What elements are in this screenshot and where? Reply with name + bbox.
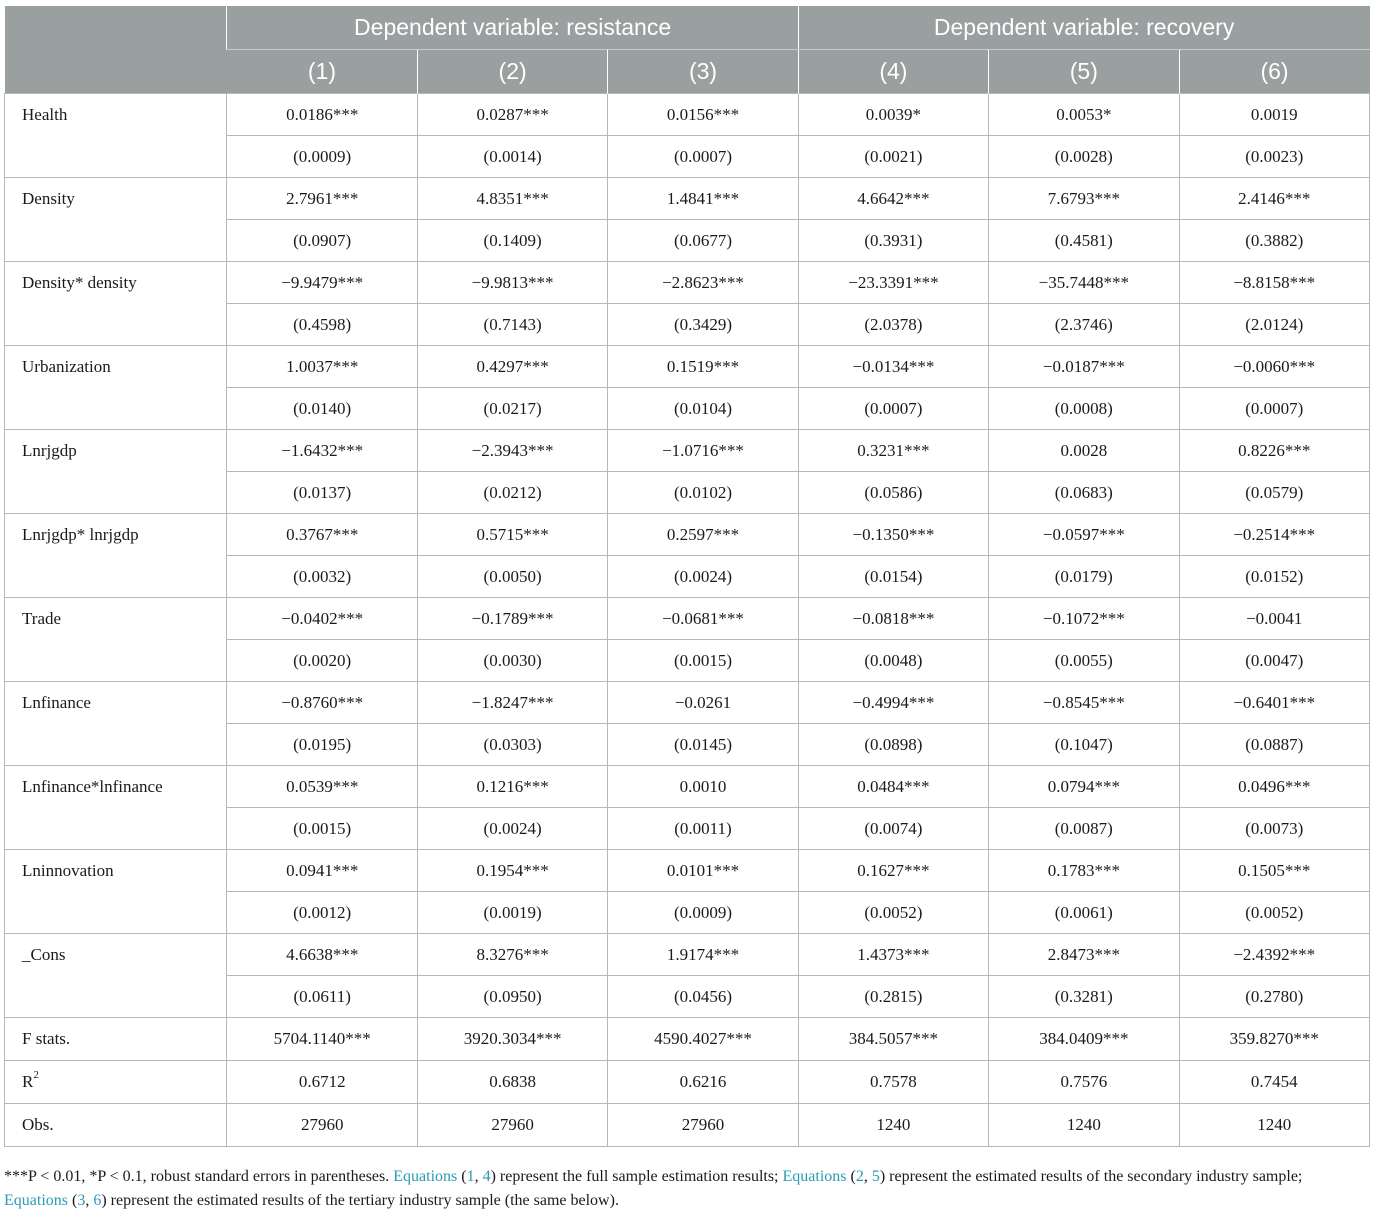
row-label: Lnfinance — [5, 682, 227, 766]
se-cell: (0.7143) — [417, 304, 607, 346]
se-cell: (0.0154) — [798, 556, 988, 598]
stat-cell: 0.7576 — [989, 1061, 1179, 1104]
coef-cell: 0.1505*** — [1179, 850, 1369, 892]
equation-link[interactable]: 6 — [93, 1192, 102, 1209]
se-cell: (0.3882) — [1179, 220, 1369, 262]
se-cell: (0.0032) — [227, 556, 417, 598]
coef-cell: 0.4297*** — [417, 346, 607, 388]
stat-cell: 359.8270*** — [1179, 1018, 1369, 1061]
row-label: Lninnovation — [5, 850, 227, 934]
se-cell: (0.0137) — [227, 472, 417, 514]
table-row-coef — [5, 262, 1370, 304]
se-cell: (0.3429) — [608, 304, 798, 346]
se-cell: (0.0579) — [1179, 472, 1369, 514]
se-cell: (0.0024) — [417, 808, 607, 850]
column-header: (4) — [798, 50, 988, 94]
coef-cell: −0.2514*** — [1179, 514, 1369, 556]
coef-cell: 0.1519*** — [608, 346, 798, 388]
table-footnote — [4, 1165, 1370, 1213]
row-label: Trade — [5, 598, 227, 682]
header-group-row — [5, 6, 1370, 50]
coef-cell: 8.3276*** — [417, 934, 607, 976]
coef-cell: −0.8545*** — [989, 682, 1179, 724]
footnote-text: ***P < 0.01, *P < 0.1, robust standard errors in parentheses. — [4, 1168, 394, 1185]
equation-link[interactable]: 5 — [871, 1168, 880, 1185]
row-label: Lnfinance*lnfinance — [5, 766, 227, 850]
coef-cell: 2.4146*** — [1179, 178, 1369, 220]
coef-cell: −35.7448*** — [989, 262, 1179, 304]
se-cell: (0.0014) — [417, 136, 607, 178]
se-cell: (0.0015) — [608, 640, 798, 682]
coef-cell: 2.7961*** — [227, 178, 417, 220]
footnote-text: ) represent the estimated results of the tertiary industry sample (the same below). — [101, 1192, 619, 1209]
coef-cell: 0.0186*** — [227, 94, 417, 136]
se-cell: (0.0019) — [417, 892, 607, 934]
se-cell: (0.0212) — [417, 472, 607, 514]
equation-link[interactable]: Equations — [393, 1168, 458, 1185]
coef-cell: −0.0041 — [1179, 598, 1369, 640]
coef-cell: 0.1954*** — [417, 850, 607, 892]
coef-cell: 4.6642*** — [798, 178, 988, 220]
coef-cell: 0.0794*** — [989, 766, 1179, 808]
coef-cell: 1.4841*** — [608, 178, 798, 220]
se-cell: (0.0104) — [608, 388, 798, 430]
stat-cell: 1240 — [989, 1104, 1179, 1147]
coef-cell: 0.1216*** — [417, 766, 607, 808]
coef-cell: −8.8158*** — [1179, 262, 1369, 304]
coef-cell: 0.0287*** — [417, 94, 607, 136]
stat-cell: 0.7454 — [1179, 1061, 1369, 1104]
table-row-stat — [5, 1061, 1370, 1104]
row-label — [5, 1104, 227, 1147]
se-cell: (0.0020) — [227, 640, 417, 682]
stat-cell: 0.6216 — [608, 1061, 798, 1104]
se-cell: (0.0087) — [989, 808, 1179, 850]
coef-cell: −0.0060*** — [1179, 346, 1369, 388]
coef-cell: −0.0261 — [608, 682, 798, 724]
se-cell: (0.0898) — [798, 724, 988, 766]
coef-cell: −0.6401*** — [1179, 682, 1369, 724]
se-cell: (0.0030) — [417, 640, 607, 682]
se-cell: (0.0028) — [989, 136, 1179, 178]
coef-cell: −0.0818*** — [798, 598, 988, 640]
coef-cell: −0.4994*** — [798, 682, 988, 724]
table-row-coef — [5, 346, 1370, 388]
se-cell: (0.0007) — [798, 388, 988, 430]
se-cell: (0.4581) — [989, 220, 1179, 262]
se-cell: (0.0015) — [227, 808, 417, 850]
se-cell: (0.0179) — [989, 556, 1179, 598]
coef-cell: 2.8473*** — [989, 934, 1179, 976]
row-label: Urbanization — [5, 346, 227, 430]
coef-cell: −0.1350*** — [798, 514, 988, 556]
se-cell: (2.0378) — [798, 304, 988, 346]
coef-cell: −2.4392*** — [1179, 934, 1369, 976]
se-cell: (0.0145) — [608, 724, 798, 766]
se-cell: (0.2780) — [1179, 976, 1369, 1018]
table-row-coef — [5, 934, 1370, 976]
se-cell: (0.0009) — [608, 892, 798, 934]
se-cell: (0.3931) — [798, 220, 988, 262]
equation-link[interactable]: Equations — [4, 1192, 68, 1209]
se-cell: (0.1047) — [989, 724, 1179, 766]
coef-cell: 0.1783*** — [989, 850, 1179, 892]
coef-cell: −0.0681*** — [608, 598, 798, 640]
table-row-coef — [5, 682, 1370, 724]
footnote-text: ( — [846, 1168, 856, 1185]
table-row-coef — [5, 178, 1370, 220]
se-cell: (0.0055) — [989, 640, 1179, 682]
table-row-coef — [5, 598, 1370, 640]
footnote-text: ( — [68, 1192, 78, 1209]
regression-table — [4, 6, 1370, 1147]
stat-cell: 0.6838 — [417, 1061, 607, 1104]
coef-cell: 1.0037*** — [227, 346, 417, 388]
se-cell: (0.2815) — [798, 976, 988, 1018]
coef-cell: −9.9479*** — [227, 262, 417, 304]
coef-cell: −0.1072*** — [989, 598, 1179, 640]
stat-cell: 27960 — [417, 1104, 607, 1147]
row-label — [5, 1018, 227, 1061]
column-header: (3) — [608, 50, 798, 94]
coef-cell: 0.3767*** — [227, 514, 417, 556]
coef-cell: −0.8760*** — [227, 682, 417, 724]
coef-cell: 0.0496*** — [1179, 766, 1369, 808]
coef-cell: 7.6793*** — [989, 178, 1179, 220]
equation-link[interactable]: 2 — [855, 1168, 864, 1185]
se-cell: (0.0047) — [1179, 640, 1369, 682]
se-cell: (0.0073) — [1179, 808, 1369, 850]
coef-cell: 0.0484*** — [798, 766, 988, 808]
se-cell: (0.0140) — [227, 388, 417, 430]
se-cell: (0.1409) — [417, 220, 607, 262]
stat-cell: 384.0409*** — [989, 1018, 1179, 1061]
coef-cell: 0.1627*** — [798, 850, 988, 892]
se-cell: (0.0061) — [989, 892, 1179, 934]
se-cell: (0.0887) — [1179, 724, 1369, 766]
footnote-text: ) represent the full sample estimation results; — [490, 1168, 783, 1185]
header-group-recovery: Dependent variable: recovery — [798, 6, 1369, 50]
se-cell: (0.0012) — [227, 892, 417, 934]
header-group-resistance: Dependent variable: resistance — [227, 6, 798, 50]
row-label-text: Obs. — [22, 1115, 54, 1134]
coef-cell: 0.0101*** — [608, 850, 798, 892]
row-label-superscript: 2 — [33, 1069, 39, 1081]
row-label: Lnrjgdp — [5, 430, 227, 514]
coef-cell: −0.0187*** — [989, 346, 1179, 388]
se-cell: (0.0217) — [417, 388, 607, 430]
coef-cell: 4.8351*** — [417, 178, 607, 220]
table-row-stat — [5, 1018, 1370, 1061]
coef-cell: 0.0039* — [798, 94, 988, 136]
row-label — [5, 1061, 227, 1104]
se-cell: (0.0007) — [1179, 388, 1369, 430]
row-label-text: F stats. — [22, 1029, 71, 1048]
se-cell: (0.0677) — [608, 220, 798, 262]
coef-cell: 0.5715*** — [417, 514, 607, 556]
coef-cell: 0.3231*** — [798, 430, 988, 472]
se-cell: (0.0950) — [417, 976, 607, 1018]
row-label: Density — [5, 178, 227, 262]
se-cell: (0.0052) — [798, 892, 988, 934]
column-header: (5) — [989, 50, 1179, 94]
row-label: _Cons — [5, 934, 227, 1018]
coef-cell: −23.3391*** — [798, 262, 988, 304]
stat-cell: 27960 — [227, 1104, 417, 1147]
coef-cell: −0.0402*** — [227, 598, 417, 640]
stat-cell: 0.7578 — [798, 1061, 988, 1104]
coef-cell: −1.8247*** — [417, 682, 607, 724]
stat-cell: 27960 — [608, 1104, 798, 1147]
stat-cell: 3920.3034*** — [417, 1018, 607, 1061]
se-cell: (0.0586) — [798, 472, 988, 514]
footnote-text: , — [863, 1168, 872, 1185]
table-row-coef — [5, 94, 1370, 136]
se-cell: (0.0303) — [417, 724, 607, 766]
coef-cell: 0.0941*** — [227, 850, 417, 892]
coef-cell: 0.0053* — [989, 94, 1179, 136]
row-label: Lnrjgdp* lnrjgdp — [5, 514, 227, 598]
coef-cell: 0.2597*** — [608, 514, 798, 556]
equation-link[interactable]: 4 — [482, 1168, 491, 1185]
coef-cell: −0.1789*** — [417, 598, 607, 640]
row-label: Density* density — [5, 262, 227, 346]
se-cell: (0.0024) — [608, 556, 798, 598]
footnote-text: , — [474, 1168, 483, 1185]
se-cell: (0.3281) — [989, 976, 1179, 1018]
coef-cell: 0.0019 — [1179, 94, 1369, 136]
coef-cell: −1.6432*** — [227, 430, 417, 472]
coef-cell: 1.9174*** — [608, 934, 798, 976]
se-cell: (0.4598) — [227, 304, 417, 346]
se-cell: (0.0683) — [989, 472, 1179, 514]
se-cell: (0.0008) — [989, 388, 1179, 430]
equation-link[interactable]: Equations — [782, 1168, 847, 1185]
stat-cell: 1240 — [1179, 1104, 1369, 1147]
coef-cell: 0.0156*** — [608, 94, 798, 136]
footnote-text: ) represent the estimated results of the secondary industry sample; — [879, 1168, 1303, 1185]
table-row-coef — [5, 430, 1370, 472]
se-cell: (0.0009) — [227, 136, 417, 178]
coef-cell: −2.8623*** — [608, 262, 798, 304]
coef-cell: −9.9813*** — [417, 262, 607, 304]
se-cell: (0.0011) — [608, 808, 798, 850]
coef-cell: 4.6638*** — [227, 934, 417, 976]
coef-cell: −0.0597*** — [989, 514, 1179, 556]
stat-cell: 5704.1140*** — [227, 1018, 417, 1061]
se-cell: (2.0124) — [1179, 304, 1369, 346]
coef-cell: −0.0134*** — [798, 346, 988, 388]
coef-cell: 0.0028 — [989, 430, 1179, 472]
footnote-text: , — [85, 1192, 94, 1209]
se-cell: (0.0907) — [227, 220, 417, 262]
se-cell: (0.0021) — [798, 136, 988, 178]
table-row-coef — [5, 514, 1370, 556]
stat-cell: 384.5057*** — [798, 1018, 988, 1061]
se-cell: (0.0152) — [1179, 556, 1369, 598]
coef-cell: 0.0010 — [608, 766, 798, 808]
se-cell: (0.0052) — [1179, 892, 1369, 934]
se-cell: (0.0074) — [798, 808, 988, 850]
stat-cell: 1240 — [798, 1104, 988, 1147]
coef-cell: 1.4373*** — [798, 934, 988, 976]
coef-cell: 0.0539*** — [227, 766, 417, 808]
se-cell: (0.0456) — [608, 976, 798, 1018]
se-cell: (0.0195) — [227, 724, 417, 766]
se-cell: (0.0102) — [608, 472, 798, 514]
se-cell: (2.3746) — [989, 304, 1179, 346]
coef-cell: −1.0716*** — [608, 430, 798, 472]
row-label-text: R — [22, 1072, 34, 1091]
table-row-stat — [5, 1104, 1370, 1147]
row-label: Health — [5, 94, 227, 178]
equation-link[interactable]: 3 — [77, 1192, 86, 1209]
coef-cell: −2.3943*** — [417, 430, 607, 472]
se-cell: (0.0048) — [798, 640, 988, 682]
header-corner — [5, 6, 227, 94]
footnote-text: ( — [457, 1168, 467, 1185]
column-header: (2) — [417, 50, 607, 94]
coef-cell: 0.8226*** — [1179, 430, 1369, 472]
table-row-coef — [5, 850, 1370, 892]
se-cell: (0.0023) — [1179, 136, 1369, 178]
se-cell: (0.0611) — [227, 976, 417, 1018]
column-header: (6) — [1179, 50, 1369, 94]
se-cell: (0.0007) — [608, 136, 798, 178]
stat-cell: 0.6712 — [227, 1061, 417, 1104]
se-cell: (0.0050) — [417, 556, 607, 598]
stat-cell: 4590.4027*** — [608, 1018, 798, 1061]
column-header: (1) — [227, 50, 417, 94]
equation-link[interactable]: 1 — [466, 1168, 475, 1185]
table-row-coef — [5, 766, 1370, 808]
